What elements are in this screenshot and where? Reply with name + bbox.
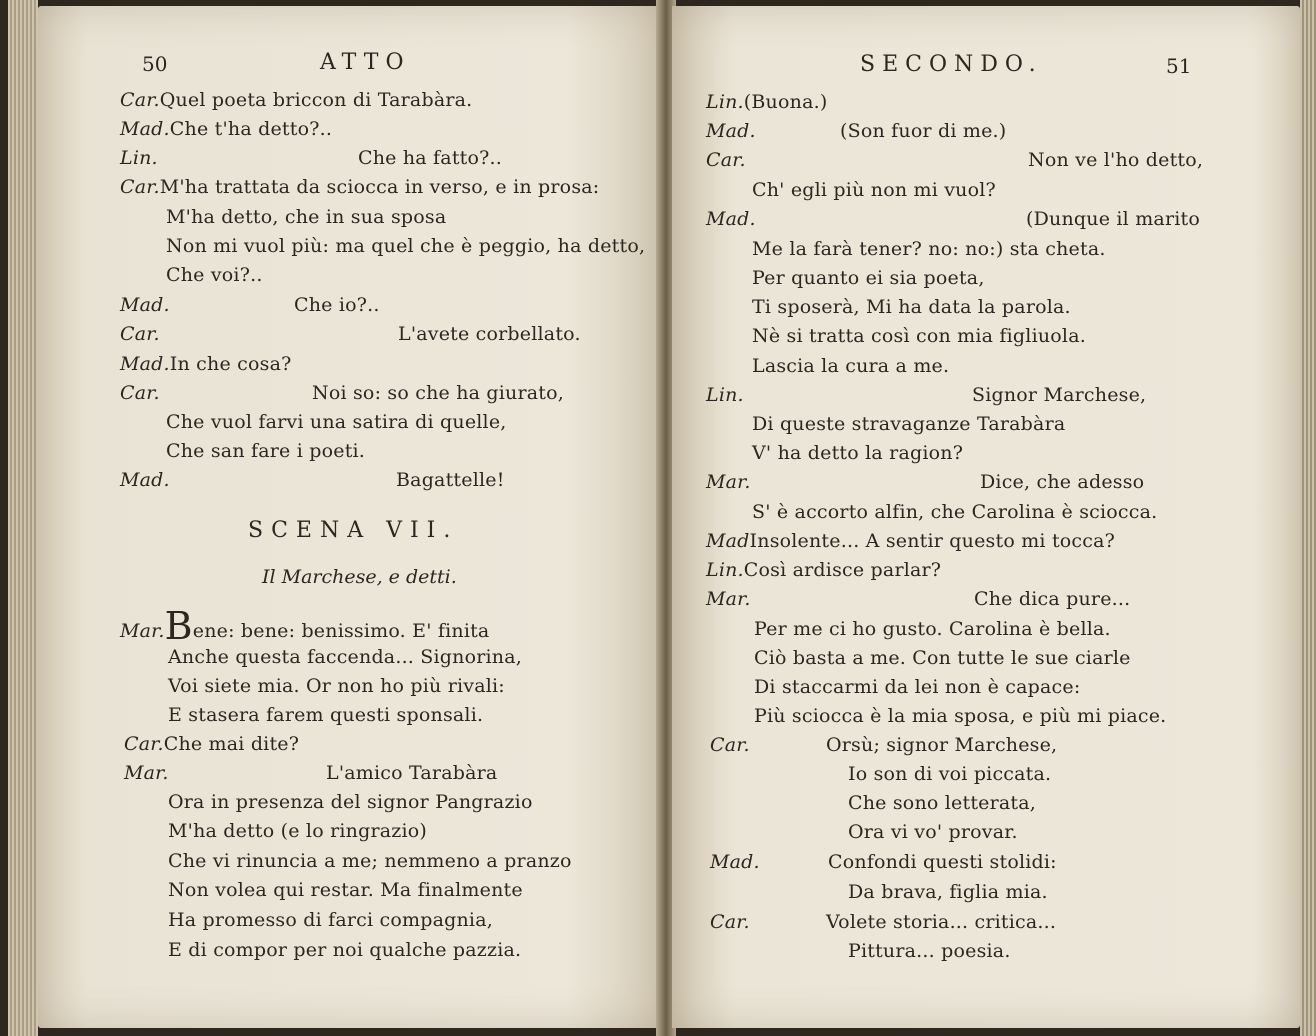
line: Nè si tratta così con mia figliuola. [752,325,1086,347]
line: Per me ci ho gusto. Carolina è bella. [754,618,1111,640]
line: Io son di voi piccata. [848,763,1052,785]
line: S' è accorto alfin, che Carolina è sciocca. [752,501,1158,523]
line: Voi siete mia. Or non ho più rivali: [168,675,505,697]
running-head-left: ATTO [320,50,411,75]
line: Car.Che mai dite? [124,733,300,755]
line: Di staccarmi da lei non è capace: [754,676,1081,698]
line: MadInsolente... A sentir questo mi tocca? [706,530,1116,552]
drop-cap: B [164,604,193,648]
line: Che voi?.. [166,264,263,286]
line: Ch' egli più non mi vuol? [752,179,996,201]
line: Mad. (Son fuor di me.) [706,120,1007,142]
line: Mad. Bagattelle! [120,469,505,491]
line: Mad. Che io?.. [120,294,380,316]
running-head-right: SECONDO. [860,52,1043,77]
line: Car.M'ha trattata da sciocca in verso, e in prosa: [120,176,600,198]
line: E stasera farem questi sponsali. [168,704,484,726]
line: Mad.In che cosa? [120,353,292,375]
line: Che vuol farvi una satira di quelle, [166,411,507,433]
line: Car. Non ve l'ho detto, [706,149,1204,171]
line: Non mi vuol più: ma quel che è peggio, ha detto, [166,235,646,257]
line: Lin.(Buona.) [706,91,828,113]
line: Più sciocca è la mia sposa, e più mi piace. [754,705,1167,727]
line: Ciò basta a me. Con tutte le sue ciarle [754,647,1131,669]
line: Ora vi vo' provar. [848,821,1018,843]
line: Mad.Che t'ha detto?.. [120,118,333,140]
line: Per quanto ei sia poeta, [752,267,985,289]
line: Car. L'avete corbellato. [120,323,581,345]
line: Lin. Signor Marchese, [706,384,1147,406]
line: Mar. Che dica pure... [706,588,1131,610]
line: Mad. (Dunque il marito [706,208,1200,230]
line: Lin.Così ardisce parlar? [706,559,942,581]
line: Anche questa faccenda... Signorina, [168,646,522,668]
line: M'ha detto, che in sua sposa [166,206,447,228]
line: Mad. Confondi questi stolidi: [710,851,1057,873]
line: Che san fare i poeti. [166,440,366,462]
scene-subtitle: Il Marchese, e detti. [262,566,457,588]
line: Mar. L'amico Tarabàra [124,762,498,784]
line: Car. Volete storia... critica... [710,911,1057,933]
left-page-edges [8,0,38,1036]
scene-title: SCENA VII. [248,518,459,543]
page-number-left: 50 [142,52,168,76]
line: Mar.Bene: bene: benissimo. E' finita [120,604,490,648]
line: Lascia la cura a me. [752,355,950,377]
line: Car. Orsù; signor Marchese, [710,734,1058,756]
line: Lin. Che ha fatto?.. [120,147,502,169]
line: Che sono letterata, [848,792,1037,814]
line: V' ha detto la ragion? [752,442,964,464]
right-page-edges [1300,0,1316,1036]
line: Che vi rinuncia a me; nemmeno a pranzo [168,850,572,872]
line: Car. Noi so: so che ha giurato, [120,382,565,404]
line: M'ha detto (e lo ringrazio) [168,820,427,842]
line: Ti sposerà, Mi ha data la parola. [752,296,1071,318]
line: Me la farà tener? no: no:) sta cheta. [752,238,1106,260]
line: Pittura... poesia. [848,940,1011,962]
line: Car.Quel poeta briccon di Tarabàra. [120,89,473,111]
line: Mar. Dice, che adesso [706,471,1145,493]
line: Ha promesso di farci compagnia, [168,909,493,931]
line: Ora in presenza del signor Pangrazio [168,791,533,813]
line: Da brava, figlia mia. [848,881,1048,903]
line: Non volea qui restar. Ma finalmente [168,879,523,901]
line: E di compor per noi qualche pazzia. [168,939,522,961]
line: Di queste stravaganze Tarabàra [752,413,1066,435]
page-number-right: 51 [1166,54,1192,78]
